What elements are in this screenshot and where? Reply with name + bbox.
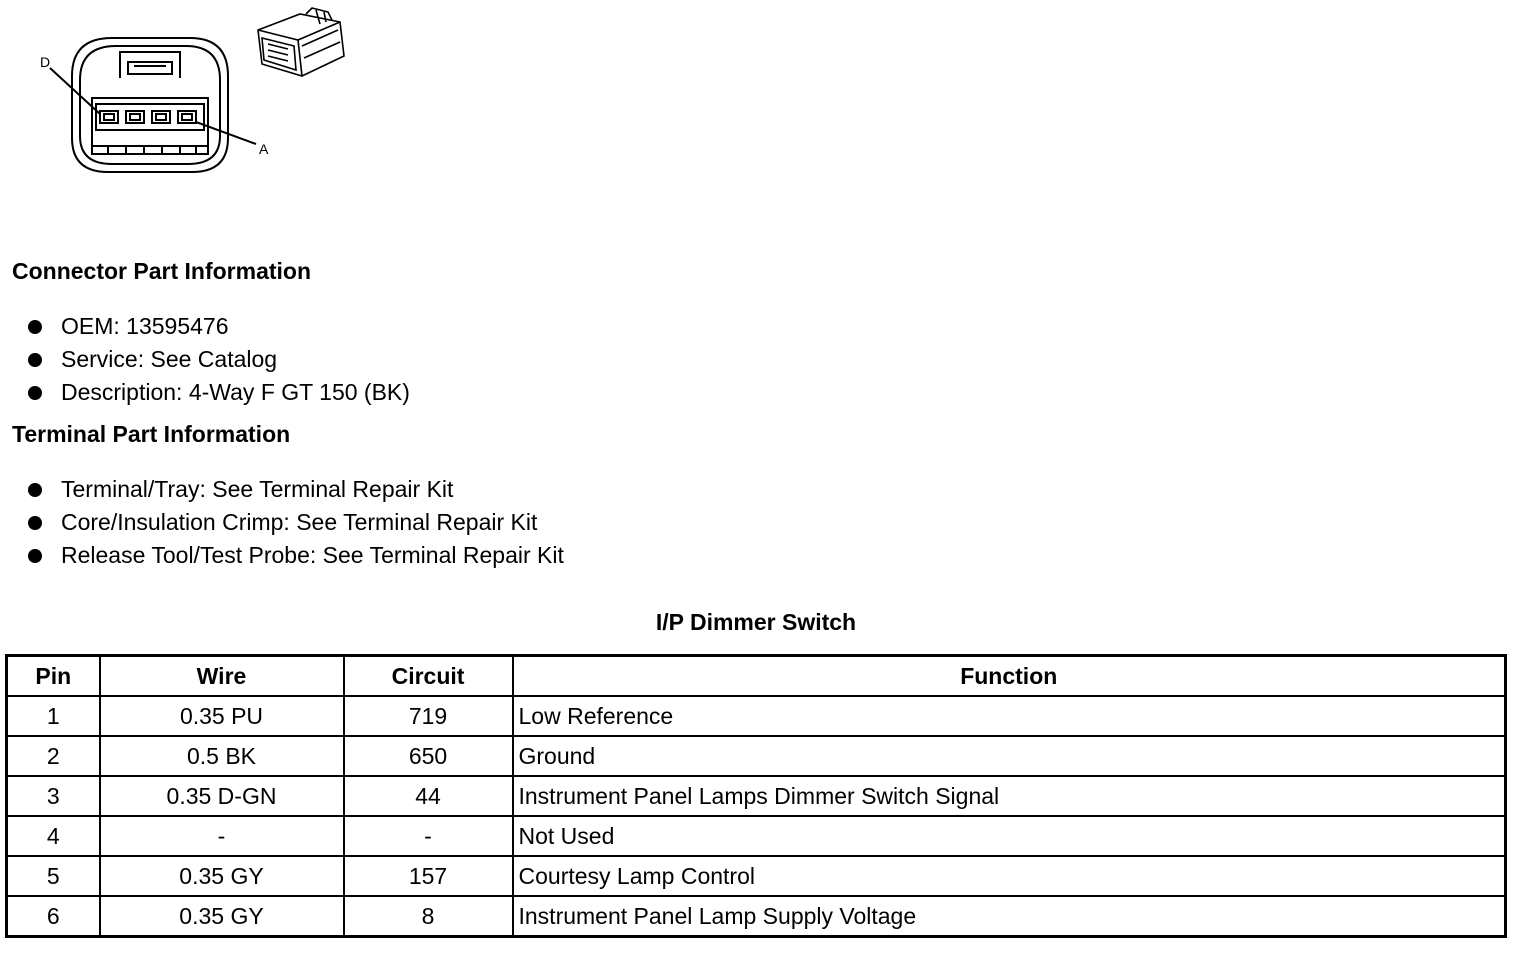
bullet-icon [28,386,42,400]
bullet-icon [28,353,42,367]
header-function: Function [513,656,1506,697]
cell-function: Instrument Panel Lamp Supply Voltage [513,896,1506,937]
table-row [7,736,1506,776]
connector-diagram [0,0,400,200]
list-item: OEM: 13595476 [28,310,410,343]
connector-isometric-icon [258,8,344,76]
cell-pin: 3 [7,776,100,816]
terminal-info-list [28,473,564,572]
connector-info-title: Connector Part Information [12,258,312,284]
table-row [7,816,1506,856]
cell-wire: 0.35 GY [100,896,344,937]
bullet-icon [28,516,42,530]
cell-circuit: 8 [344,896,513,937]
list-item: Core/Insulation Crimp: See Terminal Repair Kit [28,506,564,539]
header-pin: Pin [7,656,100,697]
bullet-icon [28,549,42,563]
bullet-icon [28,320,42,334]
terminal-info-title: Terminal Part Information [12,421,291,447]
cell-pin: 4 [7,816,100,856]
cell-wire: 0.35 D-GN [100,776,344,816]
cell-function: Not Used [513,816,1506,856]
terminal-cavity [152,111,170,123]
cell-function: Courtesy Lamp Control [513,856,1506,896]
leader-line-a [196,122,256,144]
cell-function: Low Reference [513,696,1506,736]
header-circuit: Circuit [344,656,513,697]
table-row [7,696,1506,736]
header-wire: Wire [100,656,344,697]
list-item: Description: 4-Way F GT 150 (BK) [28,376,410,409]
bullet-icon [28,483,42,497]
pin-label-a: A [259,141,269,157]
cell-circuit: 650 [344,736,513,776]
list-item: Terminal/Tray: See Terminal Repair Kit [28,473,564,506]
table-row [7,856,1506,896]
table-title: I/P Dimmer Switch [655,609,857,635]
cell-function: Ground [513,736,1506,776]
pin-label-d: D [40,54,51,70]
list-item: Release Tool/Test Probe: See Terminal Repair Kit [28,539,564,572]
cell-circuit: 719 [344,696,513,736]
cell-circuit: 157 [344,856,513,896]
cell-pin: 6 [7,896,100,937]
terminal-cavity [100,111,118,123]
pinout-table [5,654,1507,938]
table-row [7,776,1506,816]
cell-pin: 5 [7,856,100,896]
cell-wire: - [100,816,344,856]
list-item: Service: See Catalog [28,343,410,376]
connector-info-list [28,310,410,409]
cell-circuit: 44 [344,776,513,816]
table-header-row [7,656,1506,697]
cell-function: Instrument Panel Lamps Dimmer Switch Signal [513,776,1506,816]
cell-wire: 0.35 PU [100,696,344,736]
cell-pin: 2 [7,736,100,776]
cell-pin: 1 [7,696,100,736]
terminal-cavity [178,111,196,123]
table-row [7,896,1506,937]
cell-circuit: - [344,816,513,856]
cell-wire: 0.5 BK [100,736,344,776]
terminal-cavity [126,111,144,123]
leader-line-d [50,68,100,114]
cell-wire: 0.35 GY [100,856,344,896]
